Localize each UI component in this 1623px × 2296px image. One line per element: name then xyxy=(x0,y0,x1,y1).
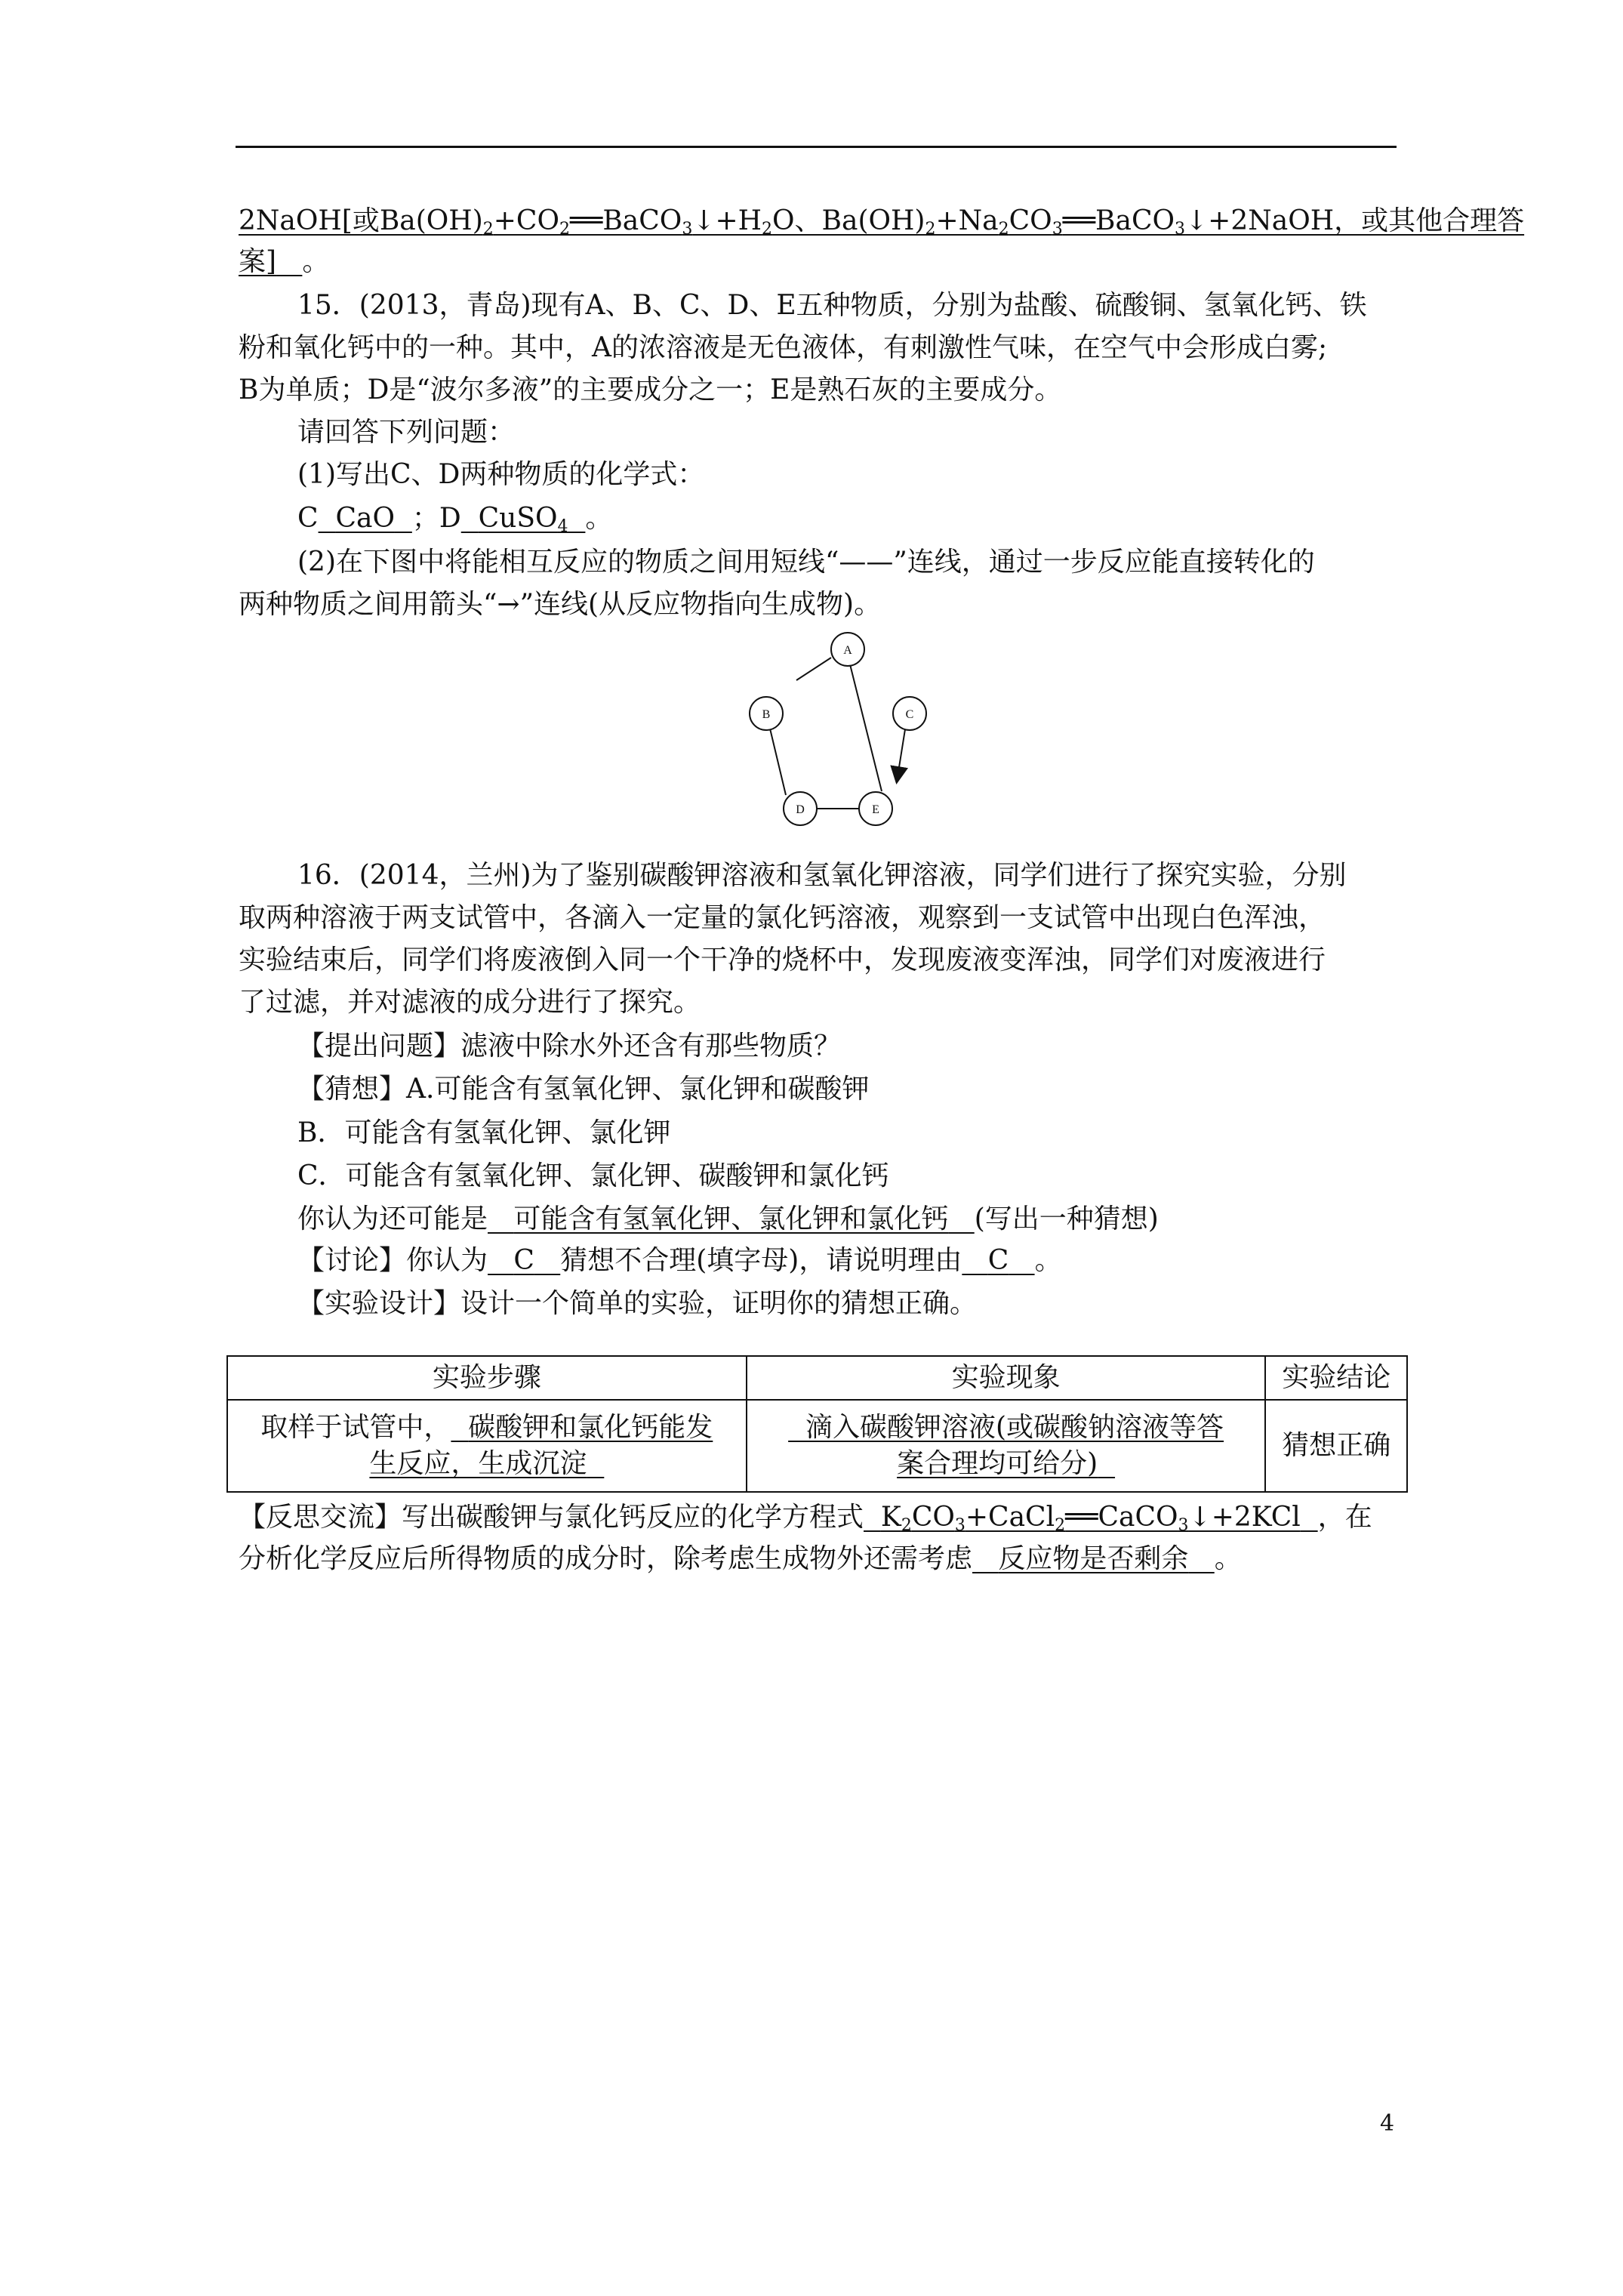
cell-step: 取样于试管中， 碳酸钾和氯化钙能发 生反应，生成沉淀 xyxy=(227,1400,747,1492)
q15-line3: B为单质；D是“波尔多液”的主要成分之一；E是熟石灰的主要成分。 xyxy=(239,374,1062,405)
discuss-answer-2: C xyxy=(987,1245,1009,1276)
q15-sub2-line2: 两种物质之间用箭头“→”连线(从反应物指向生成物)。 xyxy=(239,589,882,620)
c-answer: CaO xyxy=(335,503,395,534)
header-phenomenon: 实验现象 xyxy=(747,1356,1266,1400)
q16-question: 【提出问题】滤液中除水外还含有那些物质？ xyxy=(297,1031,842,1062)
q16-line4: 了过滤，并对滤液的成分进行了探究。 xyxy=(239,987,701,1018)
prev-answer-line2: 案] 。 xyxy=(239,246,330,277)
header-rule xyxy=(236,146,1397,148)
cell-conclusion: 猜想正确 xyxy=(1265,1400,1407,1492)
q15-line2: 粉和氧化钙中的一种。其中，A的浓溶液是无色液体，有刺激性气味，在空气中会形成白雾; xyxy=(239,332,1328,363)
table-header-row xyxy=(227,1356,1407,1400)
edge-a-e xyxy=(850,664,882,791)
q16-line2: 取两种溶液于两支试管中，各滴入一定量的氯化钙溶液，观察到一支试管中出现白色浑浊， xyxy=(239,902,1326,933)
q15-sub2-line1: (2)在下图中将能相互反应的物质之间用短线“——”连线，通过一步反应能直接转化的 xyxy=(297,547,1315,578)
edge-a-b xyxy=(796,658,831,680)
header-conclusion: 实验结论 xyxy=(1265,1356,1407,1400)
q16-line1: 16．(2014，兰州)为了鉴别碳酸钾溶液和氢氧化钾溶液，同学们进行了探究实验，分别 xyxy=(297,860,1347,891)
discuss-answer-1: C xyxy=(513,1245,534,1276)
d-answer: CuSO xyxy=(478,503,558,534)
edge-b-d xyxy=(770,729,786,795)
q15-prompt: 请回答下列问题： xyxy=(297,417,516,448)
q16-guess-a: 【猜想】A.可能含有氢氧化钾、氯化钾和碳酸钾 xyxy=(297,1074,870,1105)
q16-discussion: 【讨论】你认为 C 猜想不合理(填字母)，请说明理由 C 。 xyxy=(297,1245,1062,1276)
q16-guess-b: B．可能含有氢氧化钾、氯化钾 xyxy=(297,1117,671,1148)
q16-your-guess: 你认为还可能是 可能含有氢氧化钾、氯化钾和氯化钙 (写出一种猜想) xyxy=(297,1203,1159,1234)
q16-reflect-line2: 分析化学反应后所得物质的成分时，除考虑生成物外还需考虑 反应物是否剩余 。 xyxy=(239,1543,1242,1574)
table-row xyxy=(227,1400,1407,1492)
q16-design: 【实验设计】设计一个简单的实验，证明你的猜想正确。 xyxy=(297,1288,978,1319)
cell-phenomenon: 滴入碳酸钾溶液(或碳酸钠溶液等答 案合理均可给分) xyxy=(747,1400,1266,1492)
q15-sub1: (1)写出C、D两种物质的化学式： xyxy=(297,459,705,490)
q15-line1: 15．(2013，青岛)现有A、B、C、D、E五种物质，分别为盐酸、硫酸铜、氢氧化钙、铁 xyxy=(297,290,1367,321)
node-d-label: D xyxy=(796,803,805,816)
q16-line3: 实验结束后，同学们将废液倒入同一个干净的烧杯中，发现废液变浑浊，同学们对废液进行 xyxy=(239,945,1326,975)
node-c-label: C xyxy=(905,708,914,721)
arrow-c-e xyxy=(897,729,905,781)
reaction-diagram xyxy=(725,630,951,834)
node-e-label: E xyxy=(872,803,879,816)
your-guess-answer: 可能含有氢氧化钾、氯化钾和氯化钙 xyxy=(513,1203,949,1234)
experiment-table xyxy=(226,1355,1408,1493)
q15-answer-line: C CaO ；D CuSO$_4$ 。 xyxy=(297,503,613,536)
page-number: 4 xyxy=(1380,2110,1395,2137)
prev-answer-line1: 2NaOH[或$Ba(OH)_2+CO_2══BaCO_3↓+H_2O$、$Ba(OH)_2+Na_2CO_3══BaCO_3↓+2NaOH$，或其他合理答 xyxy=(239,205,1525,239)
q16-reflect-line1: 【反思交流】写出碳酸钾与氯化钙反应的化学方程式 $K_2CO_3+CaCl_2══CaCO_3↓+2KCl$ ，在 xyxy=(239,1502,1372,1535)
node-b-label: B xyxy=(762,708,771,721)
q16-guess-c: C．可能含有氢氧化钾、氯化钾、碳酸钾和氯化钙 xyxy=(297,1160,889,1191)
node-a-label: A xyxy=(843,644,852,657)
header-step: 实验步骤 xyxy=(227,1356,747,1400)
